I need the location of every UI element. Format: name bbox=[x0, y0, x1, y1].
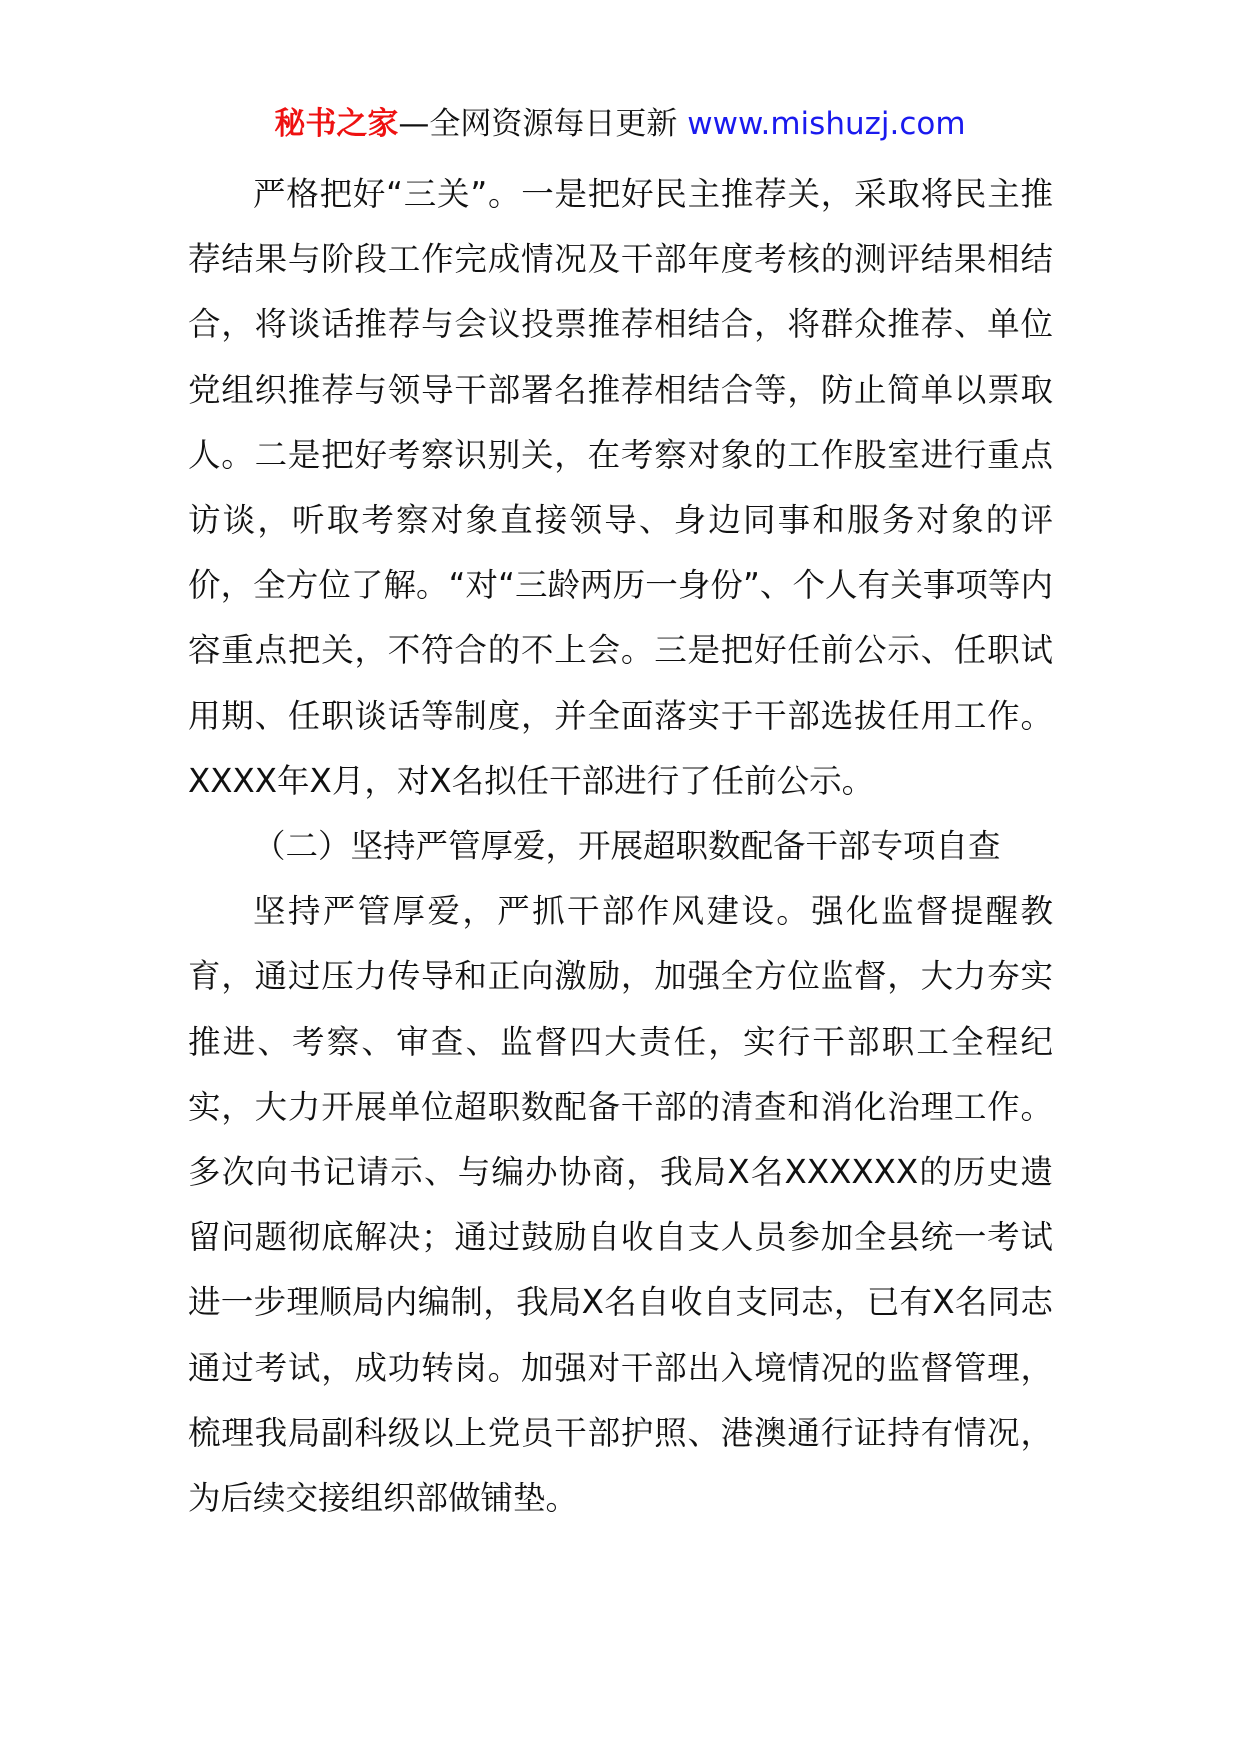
brand-name: 秘书之家 bbox=[274, 106, 399, 142]
section-heading: （二）坚持严管厚爱，开展超职数配备干部专项自查 bbox=[253, 827, 1001, 866]
header-tagline: —全网资源每日更新 bbox=[398, 106, 678, 142]
paragraph-three-checks: 严格把好“三关”。一是把好民主推荐关，采取将民主推荐结果与阶段工作完成情况及干部年度考核的测评结果相结合，将谈话推荐与会议投票推荐相结合，将群众推荐、单位党组织推荐与领导干部署名推荐相结合等，防止简单以票取人。二是把好考察识别关，在考察对象的工作股室进行重点访谈，听取考察对象直接领导、身边同事和服务对象的评价，全方位了解。“对“三龄两历一身份”、个人有关事项等内容重点把关，不符合的不上会。三是把好任前公示、任职试用期、任职谈话等制度，并全面落实于干部选拔任用工作。XXXX年X月，对X名拟任干部进行了任前公示。 bbox=[188, 175, 1053, 800]
document-body bbox=[188, 162, 1053, 1531]
site-url[interactable]: www.mishuzj.com bbox=[687, 106, 966, 142]
paragraph-strict-management: 坚持严管厚爱，严抓干部作风建设。强化监督提醒教育，通过压力传导和正向激励，加强全方位监督，大力夯实推进、考察、审查、监督四大责任，实行干部职工全程纪实，大力开展单位超职数配备干部的清查和消化治理工作。多次向书记请示、与编办协商，我局X名XXXXXX的历史遗留问题彻底解决；通过鼓励自收自支人员参加全县统一考试进一步理顺局内编制，我局X名自收自支同志，已有X名同志通过考试，成功转岗。加强对干部出入境情况的监督管理，梳理我局副科级以上党员干部护照、港澳通行证持有情况，为后续交接组织部做铺垫。 bbox=[188, 892, 1053, 1518]
page-header bbox=[0, 102, 1240, 146]
